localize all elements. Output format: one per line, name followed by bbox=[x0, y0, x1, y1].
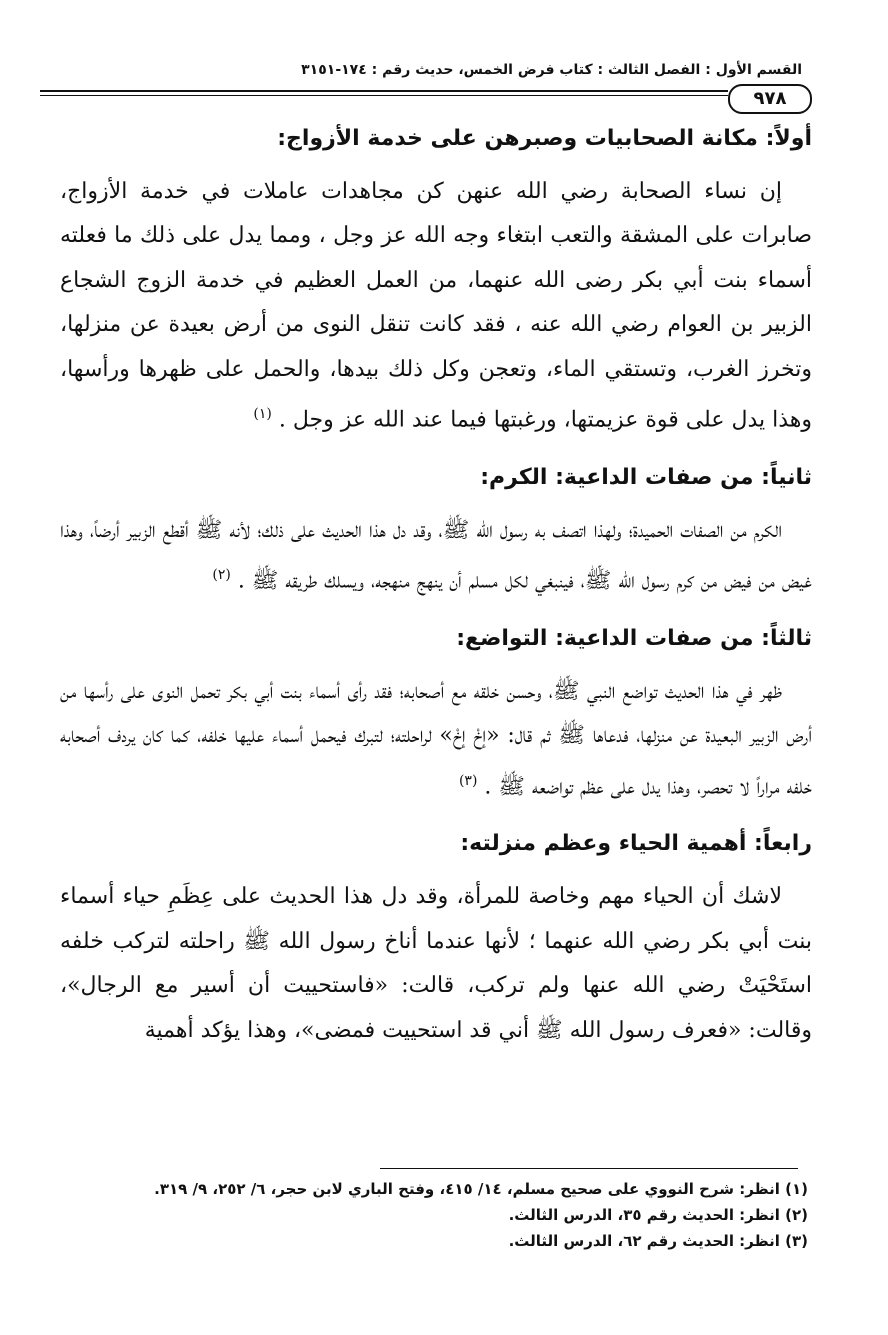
section-2 bbox=[60, 457, 812, 604]
main-content bbox=[60, 118, 812, 1067]
section-1 bbox=[60, 118, 812, 443]
section-heading: أولاً: مكانة الصحابيات وصبرهن على خدمة الأزواج: bbox=[277, 126, 812, 151]
section-heading: ثالثاً: من صفات الداعية: التواضع: bbox=[456, 625, 812, 651]
footnote-3: (٣) انظر: الحديث رقم ٦٢، الدرس الثالث. bbox=[508, 1232, 808, 1250]
section-heading: رابعاً: أهمية الحياء وعظم منزلته: bbox=[460, 831, 812, 857]
footnote-ref: (٢) bbox=[212, 567, 231, 584]
section-4 bbox=[60, 823, 812, 1053]
section-paragraph: إن نساء الصحابة رضي الله عنهن كن مجاهدات عاملات في خدمة الأزواج، صابرات على المشقة والتعب ابتغاء وجه الله عز وجل ، ومما يدل على ذلك ما فعلته أسماء بنت أبي بكر رضى الله عنهما، من العمل العظيم في خدمة الزوج الشجاع الزبير بن العوام رضي الله عنه ، فقد كانت تنقل النوى من أرض بعيدة عن منزلها، وتخرز الغرب، وتستقي الماء، وتعجن وكل ذلك بيدها، والحمل على ظهرها ورأسها، وهذا يدل على قوة عزيمتها، ورغبتها فيما عند الله عز وجل . $^{(١)}$ bbox=[60, 179, 812, 433]
footnote-ref: (٣) bbox=[458, 772, 478, 789]
footnote-ref: (١) bbox=[253, 406, 272, 423]
page-number: ٩٧٨ bbox=[728, 84, 812, 114]
footnote-1: (١) انظر: شرح النووي على صحيح مسلم، ١٤/ ٤١٥، وفتح الباري لابن حجر، ٦/ ٢٥٢، ٩/ ٣١٩. bbox=[154, 1180, 808, 1198]
section-heading: ثانياً: من صفات الداعية: الكرم: bbox=[480, 464, 812, 490]
footnotes bbox=[60, 1176, 808, 1254]
header-rule bbox=[40, 90, 728, 96]
section-paragraph: الكرم من الصفات الحميدة؛ ولهذا اتصف به رسول الله ﷺ، وقد دل هذا الحديث على ذلك؛ لأنه ﷺ أقطع الزبير أرضاً، وهذا غيض من فيض من كرم رسول الله ﷺ، فينبغي لكل مسلم أن ينهج منهجه، ويسلك طريقه ﷺ . $^{(٢)}$ bbox=[60, 517, 812, 594]
running-header: القسم الأول : الفصل الثالث : كتاب فرض الخمس، حديث رقم : ١٧٤-٣١٥١ bbox=[301, 62, 802, 78]
section-3 bbox=[60, 618, 812, 810]
footnote-2: (٢) انظر: الحديث رقم ٣٥، الدرس الثالث. bbox=[508, 1206, 808, 1224]
section-paragraph: لاشك أن الحياء مهم وخاصة للمرأة، وقد دل هذا الحديث على عِظَمِ حياء أسماء بنت أبي بكر رضي الله عنهما ؛ لأنها عندما أناخ رسول الله ﷺ راحلته لتركب خلفه استَحْيَتْ رضي الله عنها ولم تركب، قالت: «فاستحييت أن أسير مع الرجال»، وقالت: «فعرف رسول الله ﷺ أني قد استحييت فمضى»، وهذا يؤكد أهمية bbox=[60, 884, 812, 1043]
footnote-divider bbox=[380, 1168, 798, 1169]
section-paragraph: ظهر في هذا الحديث تواضع النبي ﷺ، وحسن خلقه مع أصحابه؛ فقد رأى أسماء بنت أبي بكر تحمل النوى على رأسها من أرض الزبير البعيدة عن منزلها، فدعاها ﷺ ثم قال: «إخْ إخْ» لراحلته؛ لتبرك فيحمل أسماء عليها خلفه، كما كان يردف أصحابه خلفه مراراً لا تحصر، وهذا يدل على عظم تواضعه ﷺ . $^{(٣)}$ bbox=[60, 678, 812, 800]
